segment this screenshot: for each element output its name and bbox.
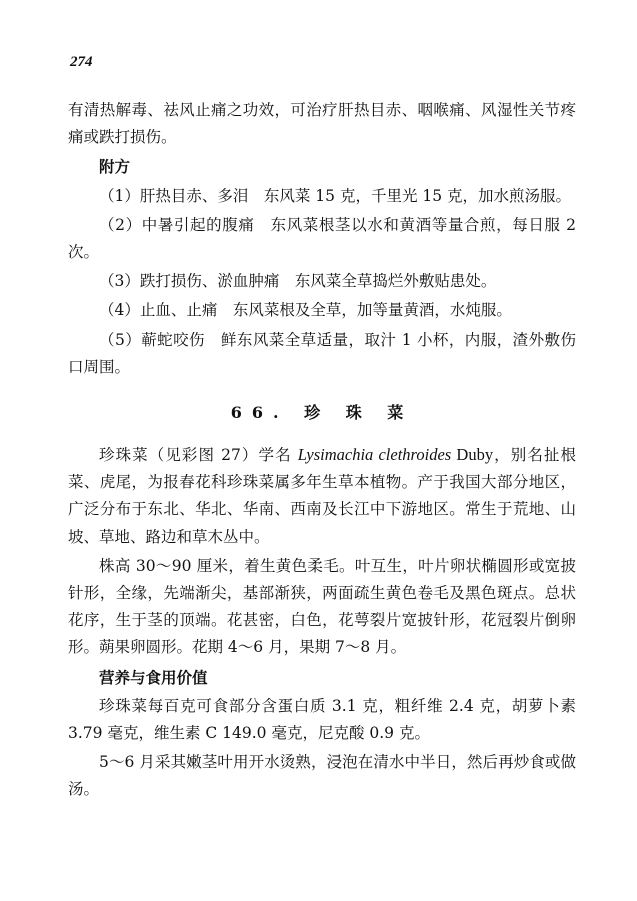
- remedy-item-3: （3）跌打损伤、淤血肿痛 东风菜全草捣烂外敷贴患处。: [99, 272, 497, 291]
- nutrition-heading: 营养与食用价值: [99, 667, 208, 687]
- page-number: 274: [70, 54, 93, 70]
- remedies-heading: 附方: [99, 157, 131, 177]
- description-paragraph: 株高 30～90 厘米，着生黄色柔毛。叶互生，叶片卵状椭圆形或宽披针形，全缘，先端渐尖，基部渐狭，两面疏生黄色卷毛及黑色斑点。总状花序，生于茎的顶端。花甚密，白色，花萼裂片宽披针形，花冠裂片倒卵形。蒴果卵圆形。花期 4～6 月，果期 7～8 月。: [68, 556, 576, 657]
- remedy-item-4: （4）止血、止痛 东风菜根及全草，加等量黄酒，水炖服。: [99, 301, 512, 320]
- nutrition-paragraph: 珍珠菜每百克可食部分含蛋白质 3.1 克，粗纤维 2.4 克，胡萝卜素 3.79 毫克，维生素 C 149.0 毫克，尼克酸 0.9 克。: [68, 696, 576, 743]
- remedy-item-1: （1）肝热目赤、多泪 东风菜 15 克，千里光 15 克，加水煎汤服。: [99, 186, 572, 205]
- remedy-item-2: （2）中暑引起的腹痛 东风菜根茎以水和黄酒等量合煎，每日服 2 次。: [68, 215, 576, 262]
- section-intro-suffix: ，别名扯根菜、虎尾，为报春花科珍珠菜属多年生草本植物。产于我国大部分地区，广泛分布于东北、华北、华南、西南及长江中下游地区。常生于荒地、山坡、草地、路边和草木丛中。: [68, 446, 577, 546]
- section-intro-paragraph: [68, 441, 576, 551]
- latin-name: Lysimachia clethroides: [297, 445, 452, 465]
- remedy-item-5: （5）蕲蛇咬伤 鲜东风菜全草适量，取汁 1 小杯，内服，渣外敷伤口周围。: [68, 330, 576, 376]
- page-body: [68, 97, 576, 806]
- section-intro-prefix: 珍珠菜（见彩图 27）学名: [99, 446, 298, 465]
- usage-paragraph: 5～6 月采其嫩茎叶用开水烫熟，浸泡在清水中半日，然后再炒食或做汤。: [68, 753, 576, 799]
- latin-author: Duby: [451, 445, 494, 465]
- intro-paragraph: 有清热解毒、祛风止痛之功效，可治疗肝热目赤、咽喉痛、风湿性关节疼痛或跌打损伤。: [68, 101, 576, 147]
- section-title: 66. 珍 珠 菜: [230, 403, 414, 423]
